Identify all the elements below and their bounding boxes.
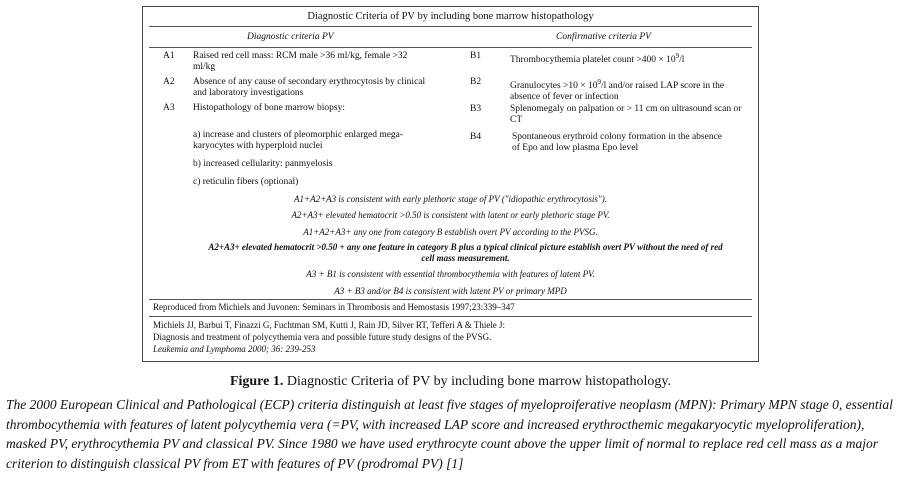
criterion-a2-text: Absence of any cause of secondary erythrocytosis by clinical and laboratory investigations xyxy=(193,77,426,98)
criterion-b3-id: B3 xyxy=(470,104,482,114)
reference-line-3: Leukemia and Lymphoma 2000; 36: 239-253 xyxy=(153,344,316,354)
a3-item-c: c) reticulin fibers (optional) xyxy=(193,177,299,187)
table-title: Diagnostic Criteria of PV by including bone marrow histopathology xyxy=(307,11,594,22)
criterion-a3-text: Histopathology of bone marrow biopsy: xyxy=(193,103,345,113)
reference-line-2: Diagnosis and treatment of polycythemia vera and possible future study designs of the PVSG. xyxy=(153,332,492,342)
reproduced-note: Reproduced from Michiels and Juvonen: Seminars in Thrombosis and Hemostasis 1997;23:339–347 xyxy=(153,302,515,312)
rule-line-5: A3 + B1 is consistent with essential thrombocythemia with features of latent PV. xyxy=(306,269,595,279)
rule-line-6: A3 + B3 and/or B4 is consistent with latent PV or primary MPD xyxy=(334,286,567,296)
reference-line-1: Michiels JJ, Barbui T, Finazzi G, Fuchtman SM, Kutti J, Rain JD, Silver RT, Tefferi A & Thiele J: xyxy=(153,320,506,330)
header-diagnostic: Diagnostic criteria PV xyxy=(247,32,334,42)
rule-line-1: A1+A2+A3 is consistent with early plethoric stage of PV ("idiopathic erythrocytosis"). xyxy=(294,194,607,204)
rule-top xyxy=(149,26,752,27)
a3-item-a: a) increase and clusters of pleomorphic enlarged mega- karyocytes with hyperploid nuclei xyxy=(193,130,404,151)
criteria-table xyxy=(142,6,759,362)
caption-text: Diagnostic Criteria of PV by including bone marrow histopathology. xyxy=(283,374,672,389)
criterion-a1-id: A1 xyxy=(163,51,175,61)
rule-line-3: A1+A2+A3+ any one from category B establish overt PV according to the PVSG. xyxy=(303,227,598,237)
rule-line-4: A2+A3+ elevated hematocrit >0.50 + any one feature in category B plus a typical clinical picture establish overt PV without the need of red cell mass measurement. xyxy=(208,242,723,263)
criterion-a2-id: A2 xyxy=(163,77,175,87)
criterion-b4-text: Spontaneous erythroid colony formation in the absence of Epo and low plasma Epo level xyxy=(512,132,723,153)
criterion-b3-text: Splenomegaly on palpation or > 11 cm on ultrasound scan or CT xyxy=(510,104,742,125)
criterion-b2-text: Granulocytes $>10 \times 10^9/l$ and/or raised LAP score in the absence of fever or infection xyxy=(510,78,725,103)
rule-header xyxy=(149,47,752,48)
criterion-b2-id: B2 xyxy=(470,77,482,87)
rule-ref xyxy=(149,316,752,317)
criterion-b1-text: Thrombocythemia platelet count $>400 \times 10^9/l$ xyxy=(510,52,685,66)
a3-item-b: b) increased cellularity: panmyelosis xyxy=(193,159,333,169)
criterion-b1-id: B1 xyxy=(470,51,482,61)
rule-bottom xyxy=(149,299,752,300)
figure-caption xyxy=(0,374,901,390)
criterion-a3-id: A3 xyxy=(163,103,175,113)
rule-line-2: A2+A3+ elevated hematocrit >0.50 is consistent with latent or early plethoric stage PV. xyxy=(291,210,610,220)
figure-description: The 2000 European Clinical and Pathological (ECP) criteria distinguish at least five stages of myeloproiferative neoplasm (MPN): Primary MPN stage 0, essential thrombocythemia with features of latent polycythemia vera (=PV, with increased LAP score and increased erythrocthemic megakaryocytic myeloproliferation), masked PV, erythrocythemia PV and classical PV. Since 1980 we have used erythrocyte count above the upper limit of normal to replace red cell mass as a major criterion to distinguish classical PV from ET with features of PV (prodromal PV) [1] xyxy=(6,397,893,471)
caption-label: Figure 1. xyxy=(229,374,284,389)
header-confirmative: Confirmative criteria PV xyxy=(556,32,651,42)
criterion-b4-id: B4 xyxy=(470,132,482,142)
criterion-a1-text: Raised red cell mass: RCM male >36 ml/kg, female >32 ml/kg xyxy=(193,51,408,72)
